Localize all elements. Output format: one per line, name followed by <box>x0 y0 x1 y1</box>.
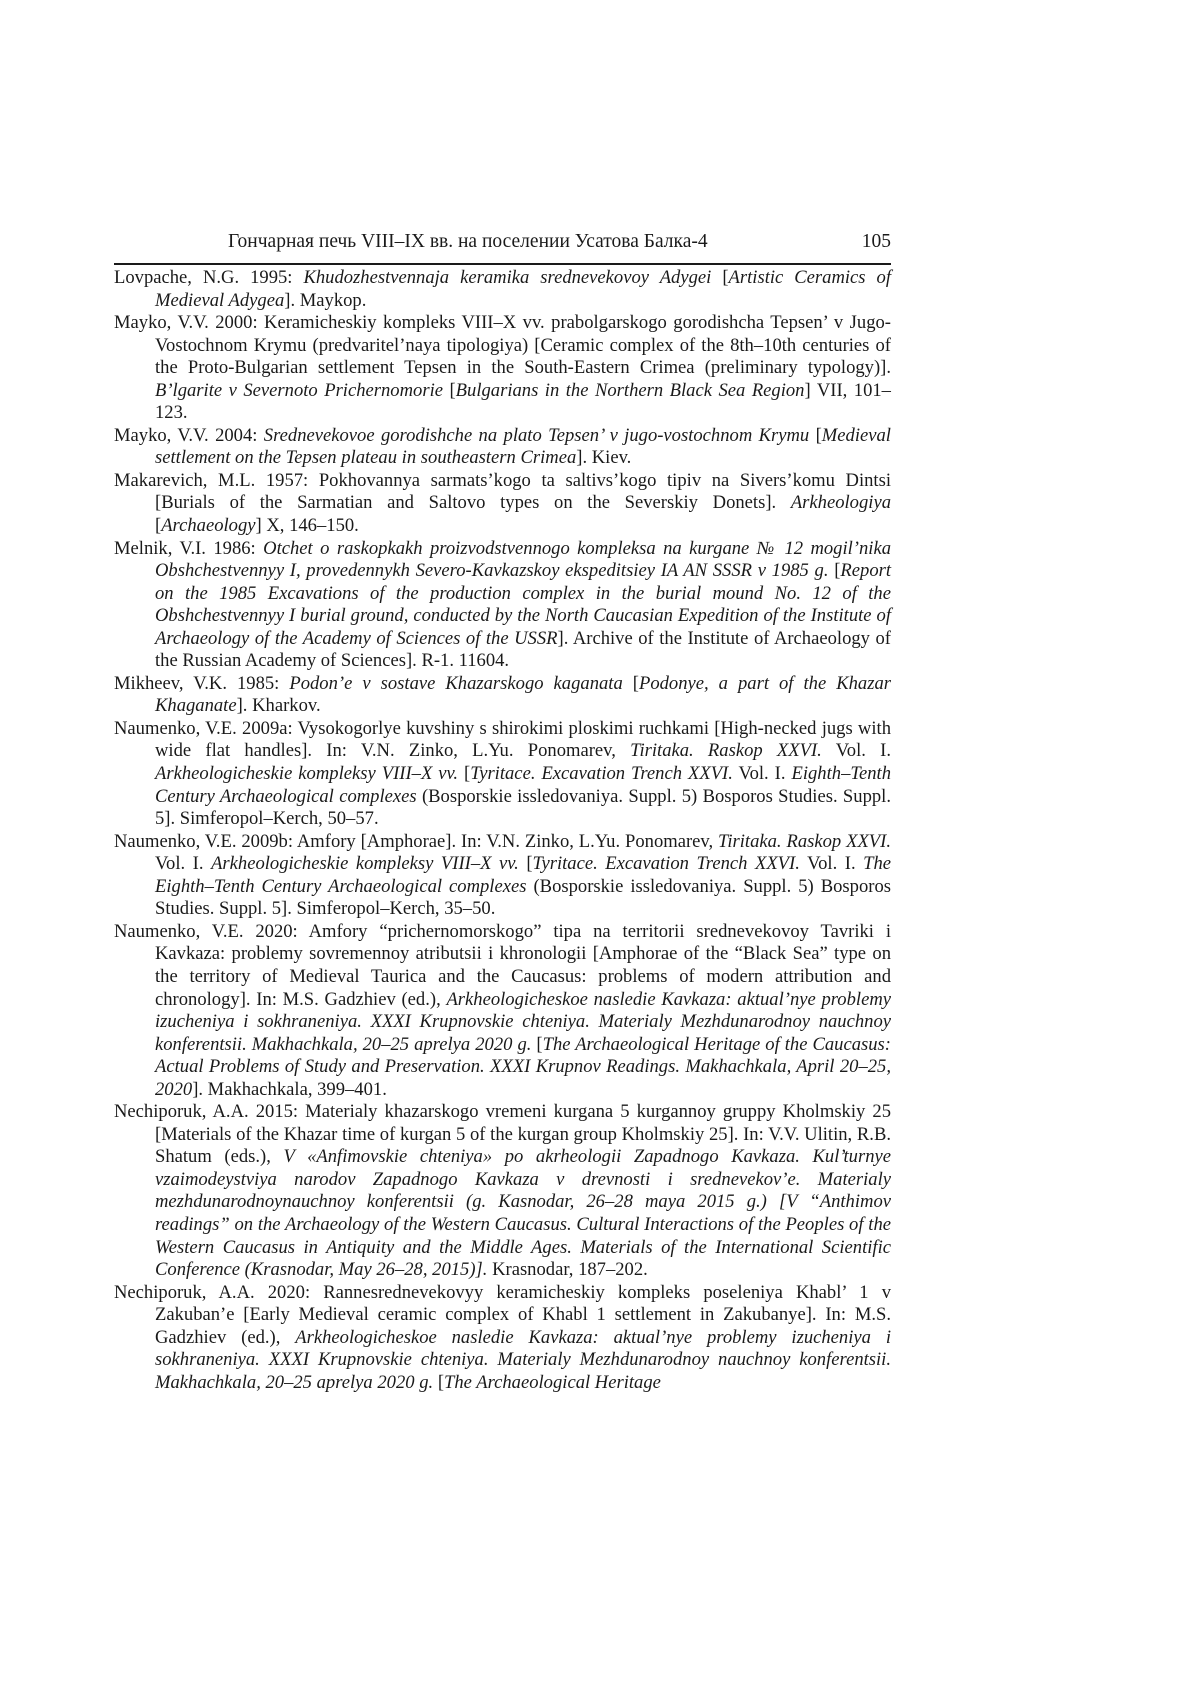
header-rule <box>114 263 891 265</box>
reference-text: ] VII, 101–123. <box>155 379 891 424</box>
reference-text: ] X, 146–150. <box>255 515 359 537</box>
reference-entry <box>114 1101 891 1281</box>
reference-entry <box>114 470 891 538</box>
reference-text: [ <box>711 267 729 288</box>
reference-text: [ <box>442 379 456 401</box>
reference-list <box>114 267 891 1394</box>
reference-title-italic: Eighth–Tenth Century Archaeological complexes <box>155 763 892 807</box>
reference-entry <box>114 831 891 921</box>
reference-entry <box>114 1282 891 1395</box>
reference-title-italic: The Eighth–Tenth Century Archaeological complexes <box>155 853 892 897</box>
reference-entry <box>114 538 891 673</box>
reference-title-italic: Report on the 1985 Excavations of the production complex in the burial mound No. 12 of the Obshchestvennyy I burial ground, conducted by the North Caucasian Expedition of the Institute of Archaeology of the Academy of Sciences of the USSR <box>155 560 892 649</box>
reference-text: [ <box>531 1033 543 1055</box>
reference-text: (Bosporskie issledovaniya. Suppl. 5) Bosporos Studies. Suppl. 5]. Simferopol–Kerch, 50–57. <box>155 785 891 830</box>
reference-title-italic: Artistic Ceramics of Medieval Adygea <box>155 267 892 311</box>
reference-text: Vol. I. <box>155 853 212 875</box>
reference-title-italic: V «Anfimovskie chteniya» po akrheologii Zapadnogo Kavkaza. Kul’turnye vzaimodeystviya narodov Zapadnogo Kavkaza v drevnosti i srednevekov’e. Materialy mezhdunarodnoynauchnoy konferentsii (g. Kasnodar, 26–28 maya 2015 g.) [V “Anthimov readings” on the Archaeology of the Western Caucasus. Cultural Interactions of the Peoples of the Western Caucasus in Antiquity and the Middle Ages. Materials of the International Scientific Conference (Krasnodar, May 26–28, 2015)]. <box>155 1146 891 1281</box>
reference-entry <box>114 425 891 470</box>
reference-text: Lovpache, N.G. 1995: <box>114 267 304 288</box>
reference-text: Makarevich, M.L. 1957: Pokhovannya sarmats’kogo ta saltivs’kogo tipiv na Sivers’komu Dintsi [Burials of the Sarmatian and Saltovo types on the Severskiy Donets]. <box>114 469 891 514</box>
reference-text: [ <box>828 560 841 582</box>
reference-text: Nechiporuk, A.A. 2020: Rannesrednevekovyy keramicheskiy kompleks poseleniya Khabl’ 1 v Zakuban’e [Early Medieval ceramic complex of Khabl 1 settlement in Zakubanye]. In: M.S. Gadzhiev (ed.), <box>114 1281 891 1348</box>
reference-title-italic: Otchet o raskopkakh proizvodstvennogo kompleksa na kurgane № 12 mogil’nika Obshchestvennyy I, provedennykh Severo-Kavkazskoy ekspeditsiey IA AN SSSR v 1985 g. <box>155 537 892 582</box>
reference-title-italic: Arkheologicheskie kompleksy VIII–X vv. <box>211 853 519 875</box>
reference-text: ]. Makhachkala, 399–401. <box>192 1078 387 1100</box>
reference-text: Vol. I. <box>732 763 792 785</box>
reference-text: Naumenko, V.E. 2020: Amfory “prichernomorskogo” tipa na territorii srednevekovoy Tavriki i Kavkaza: problemy sovremennoy atributsii i khronologii [Amphorae of the “Black Sea” type on the territory of Medieval Taurica and the Caucasus: problems of modern attribution and chronology]. In: M.S. Gadzhiev (ed.), <box>114 920 891 1010</box>
reference-text: Melnik, V.I. 1986: <box>114 537 264 559</box>
reference-entry <box>114 921 891 1101</box>
reference-text: [ <box>622 672 639 694</box>
reference-text: Naumenko, V.E. 2009b: Amfory [Amphorae]. In: V.N. Zinko, L.Yu. Ponomarev, <box>114 830 719 852</box>
reference-title-italic: Arkheologiya <box>790 492 891 514</box>
reference-entry <box>114 718 891 831</box>
reference-title-italic: Medieval settlement on the Tepsen plateau in southeastern Crimea <box>155 424 891 469</box>
reference-text: [ <box>518 853 533 875</box>
reference-entry <box>114 673 891 718</box>
reference-text: [ <box>155 515 162 537</box>
reference-title-italic: Tyritace. Excavation Trench XXVI. <box>532 853 800 875</box>
reference-text: Mayko, V.V. 2004: <box>114 424 264 446</box>
reference-text: Vol. I. <box>821 740 891 762</box>
reference-text: Naumenko, V.E. 2009a: Vysokogorlye kuvshiny s shirokimi ploskimi ruchkami [High-necked jugs with wide flat handles]. In: V.N. Zinko, L.Yu. Ponomarev, <box>114 717 891 762</box>
reference-title-italic: Tiritaka. Raskop XXVI. <box>718 830 891 852</box>
reference-text: Krasnodar, 187–202. <box>487 1259 648 1281</box>
reference-text: ]. Archive of the Institute of Archaeology of the Russian Academy of Sciences]. R-1. 11604. <box>155 627 891 672</box>
reference-title-italic: The Archaeological Heritage <box>444 1371 661 1393</box>
reference-title-italic: Podonye, a part of the Khazar Khaganate <box>155 672 891 717</box>
reference-title-italic: Arkheologicheskie kompleksy VIII–X vv. <box>155 763 459 785</box>
reference-title-italic: Srednevekovoe gorodishche na plato Tepsen’ v jugo-vostochnom Krymu <box>263 424 810 446</box>
reference-entry <box>114 267 891 312</box>
reference-entry <box>114 312 891 425</box>
page-number: 105 <box>861 231 891 252</box>
reference-title-italic: Archaeology <box>161 515 256 537</box>
reference-text: ]. Kiev. <box>576 447 632 469</box>
reference-text: Vol. I. <box>799 853 864 875</box>
reference-title-italic: Tyritace. Excavation Trench XXVI. <box>470 763 733 785</box>
reference-text: Mayko, V.V. 2000: Keramicheskiy kompleks VIII–X vv. prabolgarskogo gorodishcha Tepsen’ v Jugo-Vostochnom Krymu (predvaritel’naya tipologiya) [Ceramic complex of the 8th–10th centuries of the Proto-Bulgarian settlement Tepsen in the South-Eastern Crimea (preliminary typology)]. <box>114 312 891 379</box>
running-header <box>114 228 891 256</box>
reference-title-italic: Arkheologicheskoe nasledie Kavkaza: aktual’nye problemy izucheniya i sokhraneniya. XXXI Krupnovskie chteniya. Materialy Mezhdunarodnoy nauchnoy konferentsii. Makhachkala, 20–25 aprelya 2020 g. <box>155 1326 891 1393</box>
reference-text: [ <box>809 424 822 446</box>
reference-text: (Bosporskie issledovaniya. Suppl. 5) Bosporos Studies. Suppl. 5]. Simferopol–Kerch, 35–50. <box>155 875 891 920</box>
reference-text: Nechiporuk, A.A. 2015: Materialy khazarskogo vremeni kurgana 5 kurgannoy gruppy Kholmskiy 25 [Materials of the Khazar time of kurgan 5 of the kurgan group Kholmskiy 25]. In: V.V. Ulitin, R.B. Shatum (eds.), <box>114 1101 891 1168</box>
reference-text: Mikheev, V.K. 1985: <box>114 672 290 694</box>
page-content <box>114 228 891 1394</box>
reference-text: [ <box>458 763 471 785</box>
reference-title-italic: Arkheologicheskoe nasledie Kavkaza: aktual’nye problemy izucheniya i sokhraneniya. XXXI Krupnovskie chteniya. Materialy Mezhdunarodnoy nauchnoy konferentsii. Makhachkala, 20–25 aprelya 2020 g. <box>155 988 892 1055</box>
reference-text: [ <box>433 1371 445 1393</box>
reference-text: ]. Maykop. <box>284 289 367 311</box>
reference-title-italic: Bulgarians in the Northern Black Sea Region <box>455 379 805 401</box>
reference-title-italic: The Archaeological Heritage of the Caucasus: Actual Problems of Study and Preservation. XXXI Krupnov Readings. Makhachkala, April 20–25, 2020 <box>155 1033 891 1100</box>
reference-title-italic: Tiritaka. Raskop XXVI. <box>630 740 822 762</box>
reference-title-italic: Podon’e v sostave Khazarskogo kaganata <box>289 672 623 694</box>
reference-text: ]. Kharkov. <box>236 695 321 717</box>
reference-title-italic: Khudozhestvennaja keramika srednevekovoy Adygei <box>303 267 712 288</box>
reference-title-italic: B’lgarite v Severnoto Prichernomorie <box>155 379 443 401</box>
running-header-title: Гончарная печь VIII–IX вв. на поселении Усатова Балка-4 <box>228 231 708 252</box>
